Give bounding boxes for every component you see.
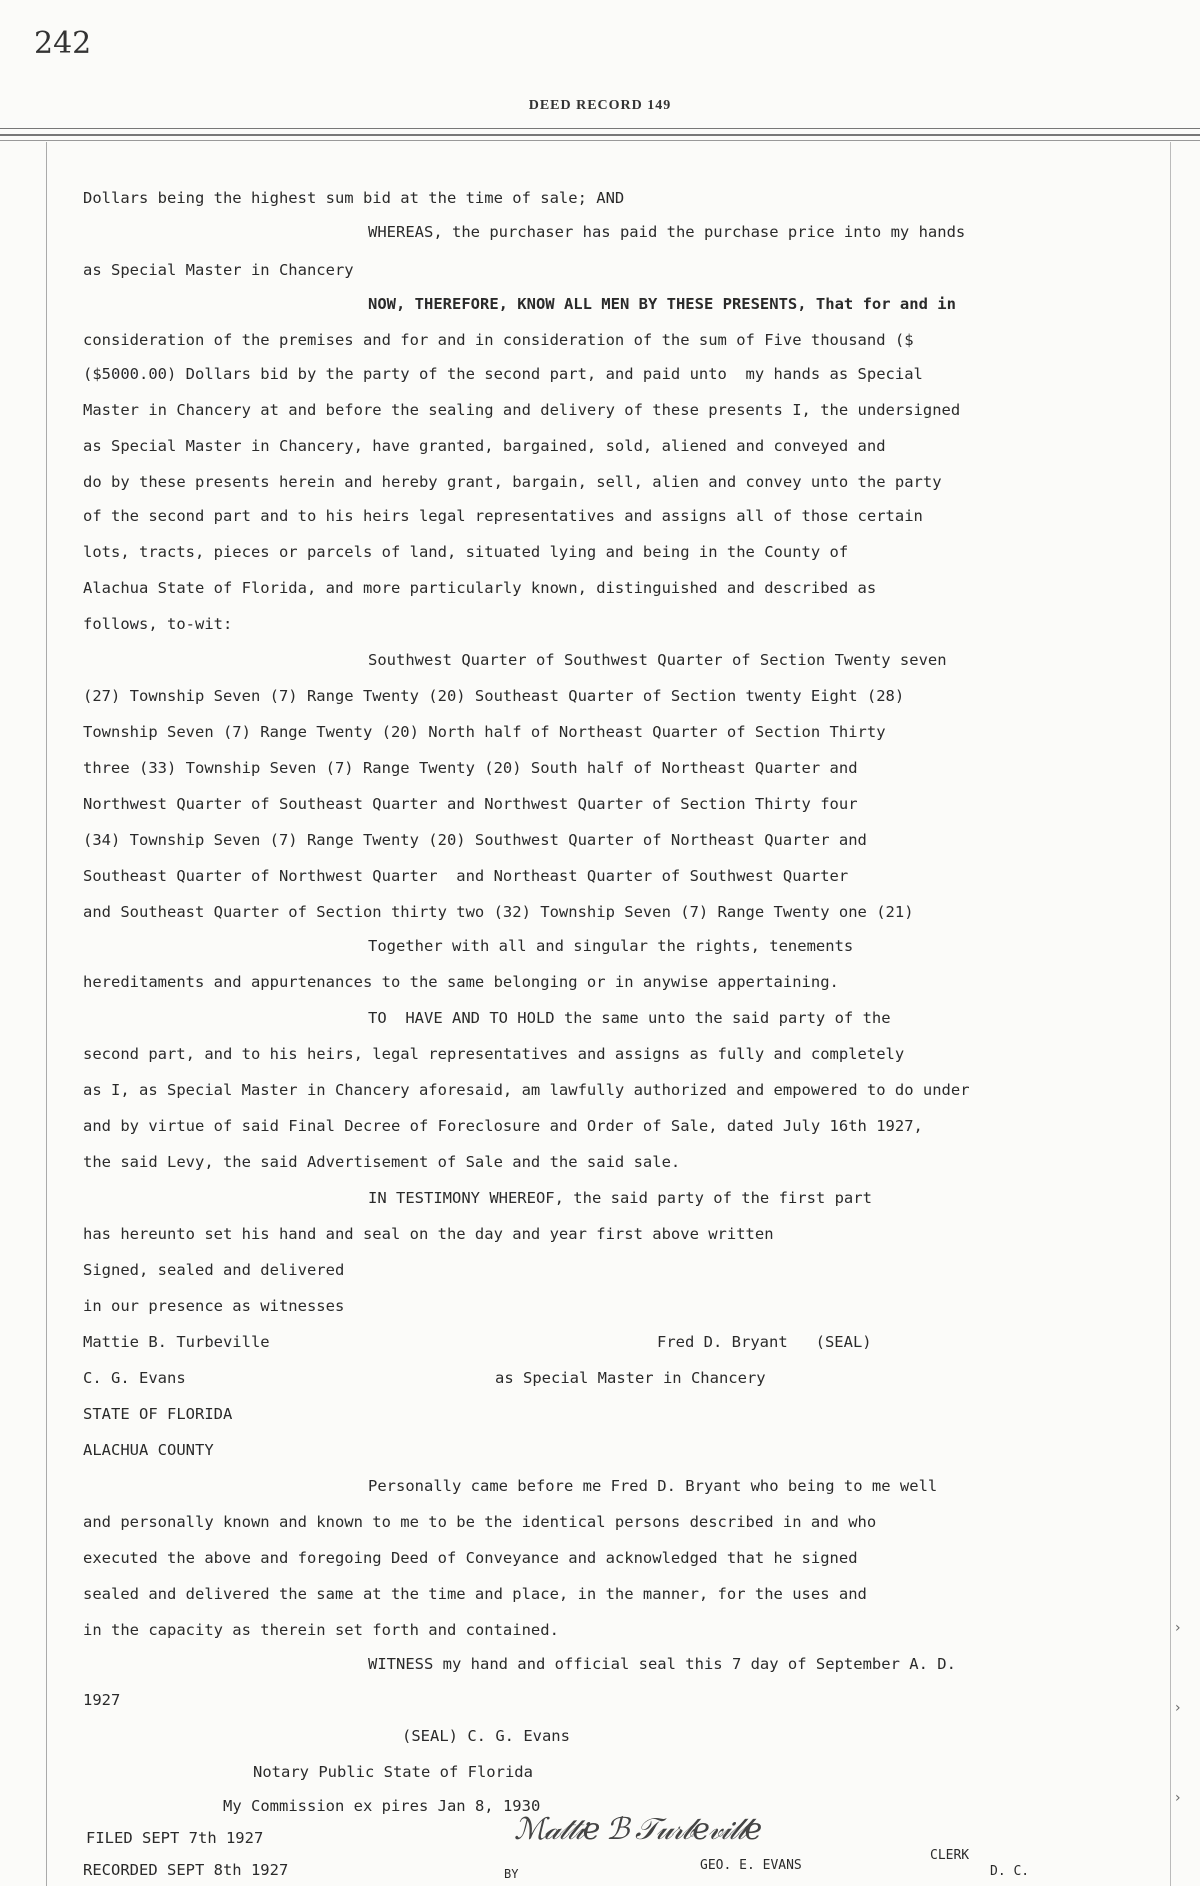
text-line: TO HAVE AND TO HOLD the same unto the said party of the: [368, 1009, 891, 1027]
text-line: Personally came before me Fred D. Bryant who being to me well: [368, 1477, 938, 1495]
margin-mark: ›: [1175, 1620, 1181, 1636]
text-line: WITNESS my hand and official seal this 7 day of September A. D.: [368, 1655, 956, 1673]
text-line: STATE OF FLORIDA: [83, 1405, 233, 1423]
header-rule: [0, 128, 1200, 129]
text-line: Southeast Quarter of Northwest Quarter and Northeast Quarter of Southwest Quarter: [83, 867, 849, 885]
text-line: three (33) Township Seven (7) Range Twenty (20) South half of Northeast Quarter and: [83, 759, 858, 777]
text-line: and by virtue of said Final Decree of Foreclosure and Order of Sale, dated July 16th 1927,: [83, 1117, 923, 1135]
text-line: lots, tracts, pieces or parcels of land, situated lying and being in the County of: [83, 543, 849, 561]
margin-mark: ›: [1175, 1790, 1181, 1806]
text-line: Dollars being the highest sum bid at the time of sale; AND: [83, 189, 625, 207]
clerk-label: CLERK: [930, 1848, 970, 1863]
text-line: Township Seven (7) Range Twenty (20) North half of Northeast Quarter of Section Thirty: [83, 723, 886, 741]
text-line: Signed, sealed and delivered: [83, 1261, 345, 1279]
filed-date: FILED SEPT 7th 1927: [86, 1829, 264, 1847]
text-line: Northwest Quarter of Southeast Quarter and Northwest Quarter of Section Thirty four: [83, 795, 858, 813]
text-line: in the capacity as therein set forth and contained.: [83, 1621, 559, 1639]
text-line: WHEREAS, the purchaser has paid the purchase price into my hands: [368, 223, 966, 241]
handwritten-signature: ℳ𝒶𝓉𝓉𝒾𝑒 ℬ 𝒯𝓊𝓇𝒷𝑒𝓋𝒾𝓁𝓁𝑒: [514, 1812, 761, 1847]
text-line: Southwest Quarter of Southwest Quarter of Section Twenty seven: [368, 651, 947, 669]
grantor-signature: Fred D. Bryant (SEAL): [657, 1333, 872, 1351]
margin-mark: ›: [1175, 1700, 1181, 1716]
notary-signature: (SEAL) C. G. Evans: [402, 1727, 570, 1745]
text-line: Together with all and singular the rights, tenements: [368, 937, 854, 955]
text-line: as Special Master in Chancery, have granted, bargained, sold, aliened and conveyed and: [83, 437, 886, 455]
by-label: BY: [504, 1867, 519, 1881]
witness-name: Mattie B. Turbeville: [83, 1333, 270, 1351]
text-line: and Southeast Quarter of Section thirty two (32) Township Seven (7) Range Twenty one (21): [83, 903, 914, 921]
text-line: second part, and to his heirs, legal representatives and assigns as fully and completely: [83, 1045, 905, 1063]
text-line: has hereunto set his hand and seal on the day and year first above written: [83, 1225, 774, 1243]
text-line: NOW, THEREFORE, KNOW ALL MEN BY THESE PRESENTS, That for and in: [368, 295, 956, 313]
text-line: (34) Township Seven (7) Range Twenty (20) Southwest Quarter of Northeast Quarter and: [83, 831, 867, 849]
text-line: Master in Chancery at and before the sealing and delivery of these presents I, the undersigned: [83, 401, 961, 419]
text-line: Alachua State of Florida, and more particularly known, distinguished and described as: [83, 579, 877, 597]
page-number: 242: [34, 26, 92, 61]
text-line: follows, to-wit:: [83, 615, 233, 633]
text-line: (27) Township Seven (7) Range Twenty (20) Southeast Quarter of Section twenty Eight (28): [83, 687, 905, 705]
text-line: sealed and delivered the same at the time and place, in the manner, for the uses and: [83, 1585, 867, 1603]
text-line: consideration of the premises and for and in consideration of the sum of Five thousand ($: [83, 331, 914, 349]
witness-name: C. G. Evans: [83, 1369, 186, 1387]
text-line: of the second part and to his heirs legal representatives and assigns all of those certain: [83, 507, 923, 525]
text-line: IN TESTIMONY WHEREOF, the said party of the first part: [368, 1189, 872, 1207]
text-line: as Special Master in Chancery: [83, 261, 354, 279]
text-line: executed the above and foregoing Deed of Conveyance and acknowledged that he signed: [83, 1549, 858, 1567]
dc-label: D. C.: [990, 1864, 1030, 1879]
record-title: DEED RECORD 149: [528, 98, 672, 113]
text-line: the said Levy, the said Advertisement of Sale and the said sale.: [83, 1153, 681, 1171]
text-line: as I, as Special Master in Chancery aforesaid, am lawfully authorized and empowered to do under: [83, 1081, 970, 1099]
text-line: 1927: [83, 1691, 121, 1709]
header-rule: [0, 134, 1200, 136]
text-line: and personally known and known to me to be the identical persons described in and who: [83, 1513, 877, 1531]
text-line: ($5000.00) Dollars bid by the party of the second part, and paid unto my hands as Special: [83, 365, 923, 383]
text-line: ALACHUA COUNTY: [83, 1441, 214, 1459]
right-margin-line: [1170, 142, 1171, 1886]
text-line: hereditaments and appurtenances to the same belonging or in anywise appertaining.: [83, 973, 839, 991]
notary-title: Notary Public State of Florida: [253, 1763, 533, 1781]
notary-commission: My Commission ex pires Jan 8, 1930: [223, 1797, 541, 1815]
left-margin-line: [46, 142, 47, 1886]
text-line: do by these presents herein and hereby grant, bargain, sell, alien and convey unto the party: [83, 473, 942, 491]
text-line: in our presence as witnesses: [83, 1297, 345, 1315]
recorded-date: RECORDED SEPT 8th 1927: [83, 1861, 289, 1879]
clerk-name: GEO. E. EVANS: [700, 1858, 802, 1873]
grantor-title: as Special Master in Chancery: [495, 1369, 766, 1387]
header-rule: [0, 140, 1200, 141]
